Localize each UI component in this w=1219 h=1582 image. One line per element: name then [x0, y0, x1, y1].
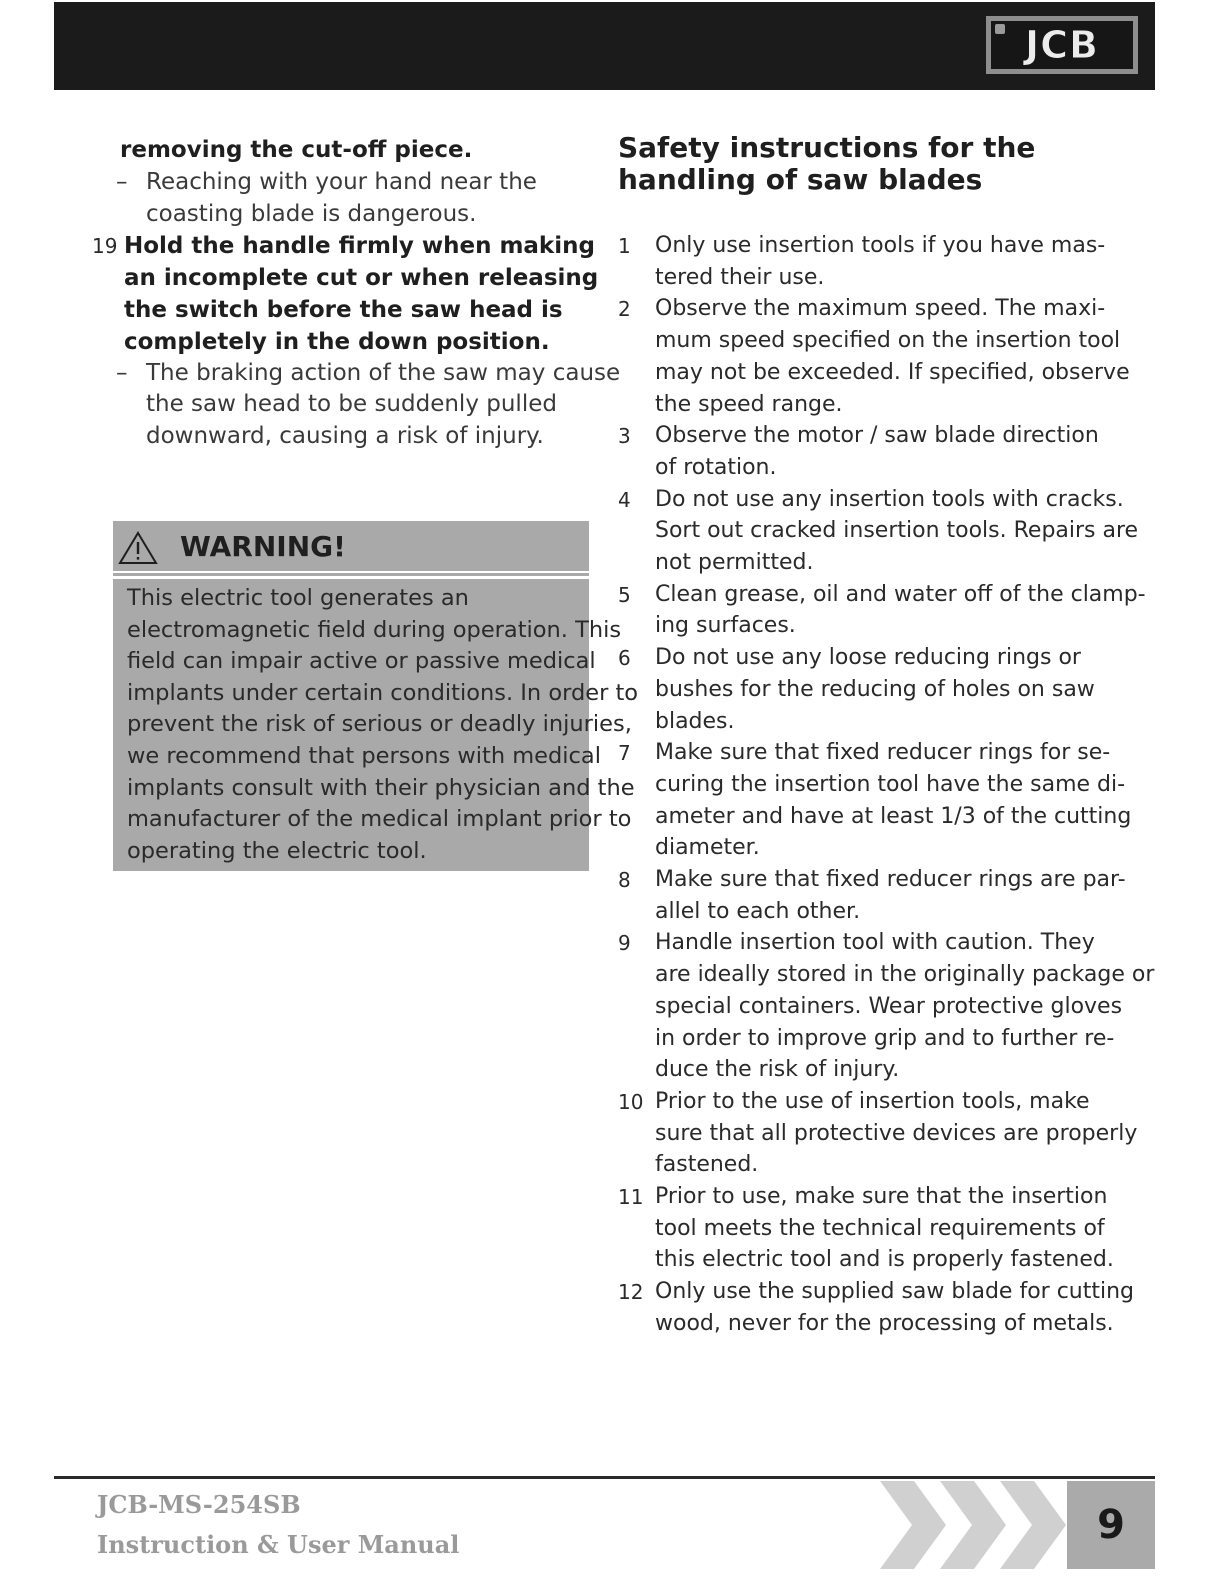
list-item-number: 1: [618, 234, 631, 258]
list-item-number: 6: [618, 646, 631, 671]
logo-badge-icon: [995, 24, 1005, 34]
list-item-line: in order to improve grip and to further re-: [655, 1025, 1115, 1051]
warning-line: prevent the risk of serious or deadly injuries,: [127, 711, 632, 737]
list-item-number: 7: [618, 741, 631, 766]
warning-line: manufacturer of the medical implant prior to: [127, 806, 632, 832]
section-title: handling of saw blades: [618, 163, 983, 196]
page-number: 9: [1097, 1502, 1125, 1548]
list-item-line: allel to each other.: [655, 898, 861, 924]
warning-title: WARNING!: [180, 530, 346, 563]
list-item-number: 2: [618, 297, 631, 322]
list-item-line: bushes for the reducing of holes on saw: [655, 676, 1095, 702]
list-item-line: diameter.: [655, 835, 760, 861]
list-item-line: duce the risk of injury.: [655, 1057, 900, 1083]
list-item-number: 9: [618, 931, 631, 956]
list-item-number: 5: [618, 582, 631, 607]
list-item-line: Do not use any loose reducing rings or: [655, 645, 1081, 671]
list-item-line: ing surfaces.: [655, 613, 796, 639]
list-item-line: Sort out cracked insertion tools. Repairs are: [655, 518, 1139, 544]
warning-line: implants under certain conditions. In order to: [127, 680, 639, 706]
bullet-1-line: Reaching with your hand near the: [146, 169, 537, 195]
list-item-line: Only use insertion tools if you have mas-: [655, 233, 1106, 258]
list-item-line: Prior to the use of insertion tools, make: [655, 1088, 1090, 1114]
chevron-arrows-icon: [880, 1481, 1067, 1569]
warning-line: electromagnetic field during operation. This: [127, 617, 622, 643]
list-item-line: special containers. Wear protective gloves: [655, 993, 1123, 1019]
list-item-line: Observe the maximum speed. The maxi-: [655, 296, 1106, 322]
list-item-number: 10: [618, 1089, 644, 1114]
footer-divider: [54, 1476, 1155, 1479]
list-item-line: fastened.: [655, 1152, 759, 1178]
item-19-line: an incomplete cut or when releasing: [124, 265, 599, 291]
jcb-logo: [986, 16, 1138, 74]
item-19-line: the switch before the saw head is: [124, 297, 563, 323]
list-item-number: 8: [618, 868, 631, 892]
warning-line: we recommend that persons with medical: [127, 743, 601, 769]
list-item-number: 12: [618, 1280, 644, 1305]
list-item-line: ameter and have at least 1/3 of the cutting: [655, 803, 1132, 829]
warning-line: This electric tool generates an: [127, 585, 469, 611]
item-number: 19: [92, 234, 118, 258]
list-item-line: not permitted.: [655, 550, 814, 575]
bullet-dash: –: [116, 360, 128, 386]
list-item-line: blades.: [655, 708, 735, 734]
item-19-line: completely in the down position.: [124, 329, 550, 355]
bullet-1-line: coasting blade is dangerous.: [146, 201, 477, 227]
continued-line: removing the cut-off piece.: [120, 137, 473, 163]
bullet-2-line: The braking action of the saw may cause: [146, 360, 621, 386]
list-item-line: Do not use any insertion tools with cracks.: [655, 486, 1124, 512]
list-item-line: are ideally stored in the originally package or: [655, 962, 1155, 988]
section-title: Safety instructions for the: [618, 131, 1036, 164]
list-item-number: 11: [618, 1185, 644, 1209]
warning-line: field can impair active or passive medical: [127, 648, 596, 674]
item-19-line: Hold the handle firmly when making: [124, 233, 595, 259]
list-item-line: mum speed specified on the insertion tool: [655, 328, 1121, 354]
warning-line: implants consult with their physician and the: [127, 775, 635, 801]
logo-text: JCB: [1025, 23, 1099, 67]
list-item-line: Prior to use, make sure that the insertion: [655, 1184, 1108, 1209]
list-item-line: tered their use.: [655, 264, 825, 290]
list-item-line: Observe the motor / saw blade direction: [655, 423, 1099, 449]
list-item-line: this electric tool and is properly fastened.: [655, 1247, 1114, 1273]
list-item-number: 4: [618, 487, 631, 512]
warning-triangle-icon: [117, 530, 159, 566]
footer-manual-title: Instruction & User Manual: [97, 1530, 460, 1559]
list-item-line: Handle insertion tool with caution. They: [655, 930, 1095, 956]
list-item-line: Clean grease, oil and water off of the clamp-: [655, 581, 1146, 607]
list-item-line: Only use the supplied saw blade for cutting: [655, 1279, 1135, 1305]
list-item-line: curing the insertion tool have the same di-: [655, 771, 1126, 797]
list-item-line: the speed range.: [655, 391, 843, 417]
warning-divider: [113, 573, 589, 576]
list-item-number: 3: [618, 424, 631, 449]
bullet-2-line: downward, causing a risk of injury.: [146, 423, 544, 449]
list-item-line: tool meets the technical requirements of: [655, 1215, 1105, 1241]
page-number-box: [1067, 1481, 1155, 1569]
list-item-line: Make sure that fixed reducer rings for se-: [655, 740, 1111, 766]
footer-model: JCB-MS-254SB: [97, 1490, 301, 1519]
list-item-line: sure that all protective devices are properly: [655, 1120, 1138, 1146]
bullet-dash: –: [116, 169, 128, 195]
list-item-line: may not be exceeded. If specified, observe: [655, 359, 1130, 385]
bullet-2-line: the saw head to be suddenly pulled: [146, 391, 557, 417]
list-item-line: wood, never for the processing of metals.: [655, 1310, 1114, 1336]
warning-line: operating the electric tool.: [127, 838, 427, 864]
list-item-line: Make sure that fixed reducer rings are par-: [655, 867, 1126, 892]
list-item-line: of rotation.: [655, 454, 777, 480]
